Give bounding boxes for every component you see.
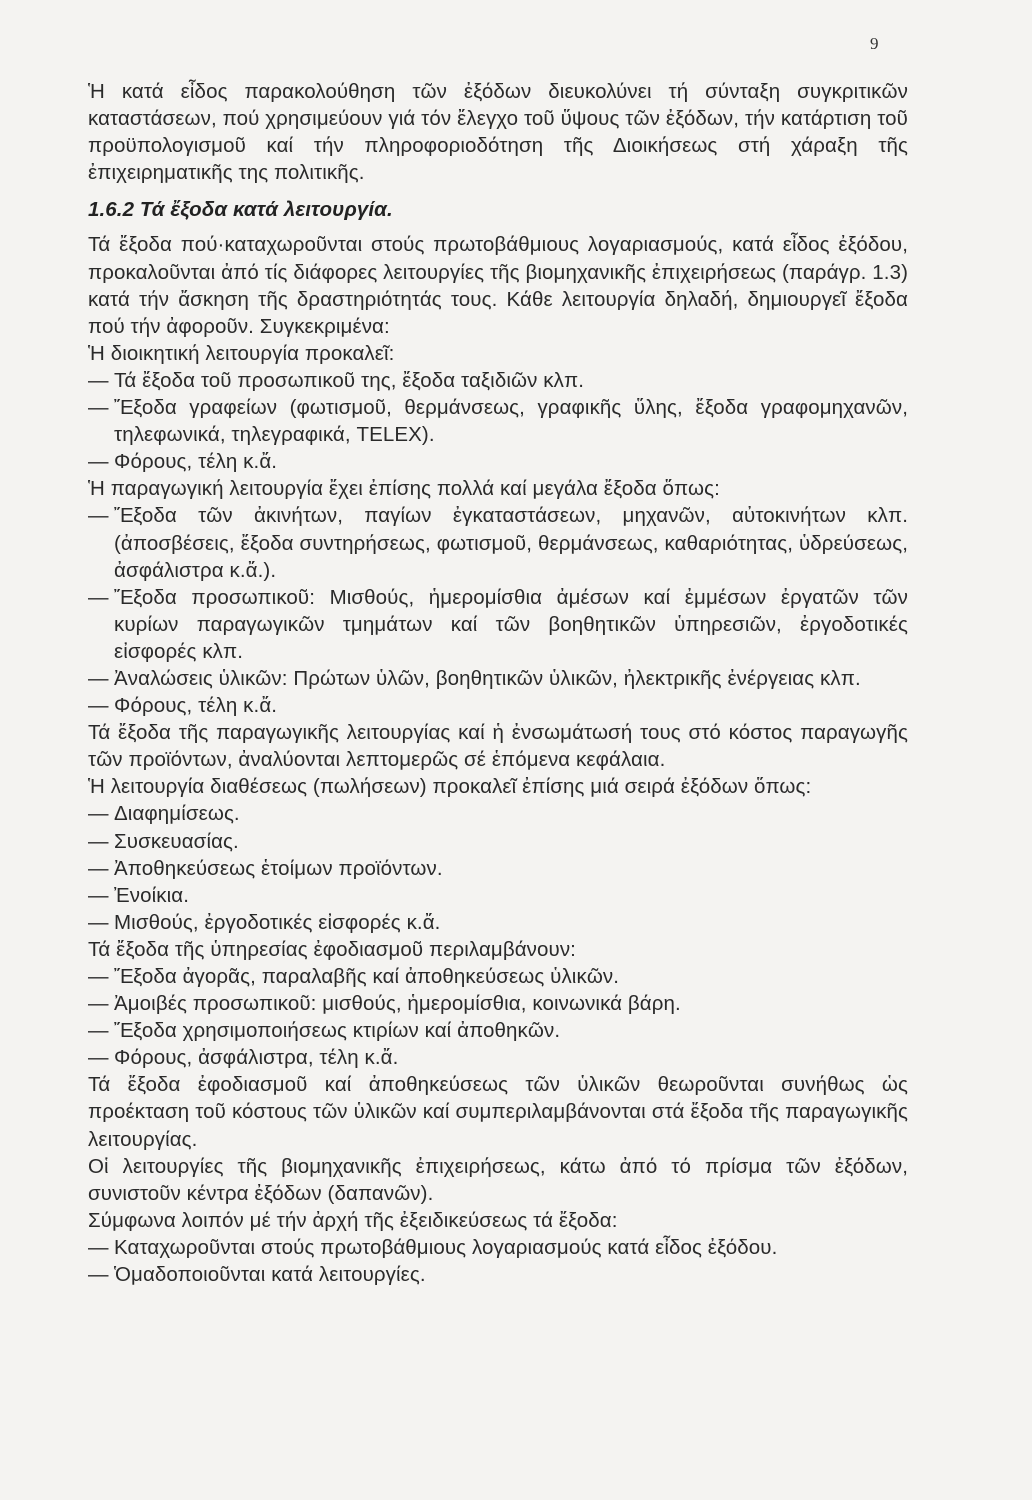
page-body (88, 78, 908, 1288)
list-item: — Καταχωροῦνται στούς πρωτοβάθμιους λογαριασμούς κατά εἶδος ἐξόδου. (88, 1234, 908, 1261)
list-item: — Ἀναλώσεις ὑλικῶν: Πρώτων ὑλῶν, βοηθητικῶν ὑλικῶν, ἠλεκτρικῆς ἐνέργειας κλπ. (88, 665, 908, 692)
intro-paragraph: Ἡ κατά εἶδος παρακολούθηση τῶν ἐξόδων διευκολύνει τή σύνταξη συγκριτικῶν καταστάσεων, πού χρησιμεύουν γιά τόν ἔλεγχο τοῦ ὕψους τῶν ἐξόδων, τήν κατάρτιση τοῦ προϋπολογισμοῦ καί τήν πληροφοριοδότηση τῆς Διοικήσεως στή χάραξη τῆς ἐπιχειρηματικῆς της πολιτικῆς. (88, 80, 908, 185)
list-item: — Τά ἔξοδα τοῦ προσωπικοῦ της, ἔξοδα ταξιδιῶν κλπ. (88, 367, 908, 394)
list-item: — Ἔξοδα ἀγορᾶς, παραλαβῆς καί ἀποθηκεύσεως ὑλικῶν. (88, 963, 908, 990)
list-item: — Μισθούς, ἐργοδοτικές εἰσφορές κ.ἄ. (88, 909, 908, 936)
list-item: — Φόρους, τέλη κ.ἄ. (88, 448, 908, 475)
section-heading: 1.6.2 Τά ἔξοδα κατά λειτουργία. (88, 198, 393, 222)
supply-intro: Τά ἔξοδα τῆς ὑπηρεσίας ἐφοδιασμοῦ περιλαμβάνουν: (88, 937, 576, 961)
list-item: — Ἀποθηκεύσεως ἑτοίμων προϊόντων. (88, 855, 908, 882)
list-item: — Ἔξοδα τῶν ἀκινήτων, παγίων ἐγκαταστάσεων, μηχανῶν, αὐτοκινήτων κλπ. (ἀποσβέσεις, ἔξοδα συντηρήσεως, φωτισμοῦ, θερμάνσεως, καθαριότητας, ὑδρεύσεως, ἀσφάλιστρα κ.ἄ.). (88, 502, 908, 583)
sales-intro: Ἡ λειτουργία διαθέσεως (πωλήσεων) προκαλεῖ ἐπίσης μιά σειρά ἐξόδων ὅπως: (88, 775, 812, 799)
list-item: — Ἔξοδα χρησιμοποιήσεως κτιρίων καί ἀποθηκῶν. (88, 1017, 908, 1044)
production-outro: Τά ἔξοδα τῆς παραγωγικῆς λειτουργίας καί ἡ ἐνσωμάτωσή τους στό κόστος παραγωγῆς τῶν προϊόντων, ἀναλύονται λεπτομερῶς σέ ἑπόμενα κεφάλαια. (88, 721, 908, 772)
list-item: — Ἐνοίκια. (88, 882, 908, 909)
list-item: — Φόρους, τέλη κ.ἄ. (88, 692, 908, 719)
paragraph-functions: Τά ἔξοδα πού·καταχωροῦνται στούς πρωτοβάθμιους λογαριασμούς, κατά εἶδος ἐξόδου, προκαλοῦνται ἀπό τίς διάφορες λειτουργίες τῆς βιομηχανικῆς ἐπιχειρήσεως (παράγρ. 1.3) κατά τήν ἄσκηση τῆς δραστηριότητάς τους. Κάθε λειτουργία δηλαδή, δημιουργεῖ ἔξοδα πού τήν ἀφοροῦν. Συγκεκριμένα: (88, 233, 908, 338)
page-number: 9 (870, 34, 879, 53)
cost-centers-paragraph: Οἱ λειτουργίες τῆς βιομηχανικῆς ἐπιχειρήσεως, κάτω ἀπό τό πρίσμα τῶν ἐξόδων, συνιστοῦν κέντρα ἐξόδων (δαπανῶν). (88, 1154, 908, 1205)
list-item: — Διαφημίσεως. (88, 800, 908, 827)
admin-intro: Ἡ διοικητική λειτουργία προκαλεῖ: (88, 341, 395, 365)
list-item: — Ἔξοδα προσωπικοῦ: Μισθούς, ἡμερομίσθια ἀμέσων καί ἐμμέσων ἐργατῶν τῶν κυρίων παραγωγικῶν τμημάτων καί τῶν βοηθητικῶν ὑπηρεσιῶν, ἐργοδοτικές εἰσφορές κλπ. (88, 584, 908, 665)
list-item: — Ἔξοδα γραφείων (φωτισμοῦ, θερμάνσεως, γραφικῆς ὕλης, ἔξοδα γραφομηχανῶν, τηλεφωνικά, τηλεγραφικά, TELEX). (88, 394, 908, 448)
production-intro: Ἡ παραγωγική λειτουργία ἔχει ἐπίσης πολλά καί μεγάλα ἔξοδα ὅπως: (88, 477, 720, 501)
supply-outro: Τά ἔξοδα ἐφοδιασμοῦ καί ἀποθηκεύσεως τῶν ὑλικῶν θεωροῦνται συνήθως ὡς προέκταση τοῦ κόστους τῶν ὑλικῶν καί συμπεριλαμβάνονται στά ἔξοδα τῆς παραγωγικῆς λειτουργίας. (88, 1073, 908, 1151)
list-item: — Φόρους, ἀσφάλιστρα, τέλη κ.ἄ. (88, 1044, 908, 1071)
principle-intro: Σύμφωνα λοιπόν μέ τήν ἀρχή τῆς ἐξειδικεύσεως τά ἔξοδα: (88, 1208, 618, 1232)
list-item: — Ὁμαδοποιοῦνται κατά λειτουργίες. (88, 1261, 908, 1288)
list-item: — Συσκευασίας. (88, 828, 908, 855)
list-item: — Ἀμοιβές προσωπικοῦ: μισθούς, ἡμερομίσθια, κοινωνικά βάρη. (88, 990, 908, 1017)
